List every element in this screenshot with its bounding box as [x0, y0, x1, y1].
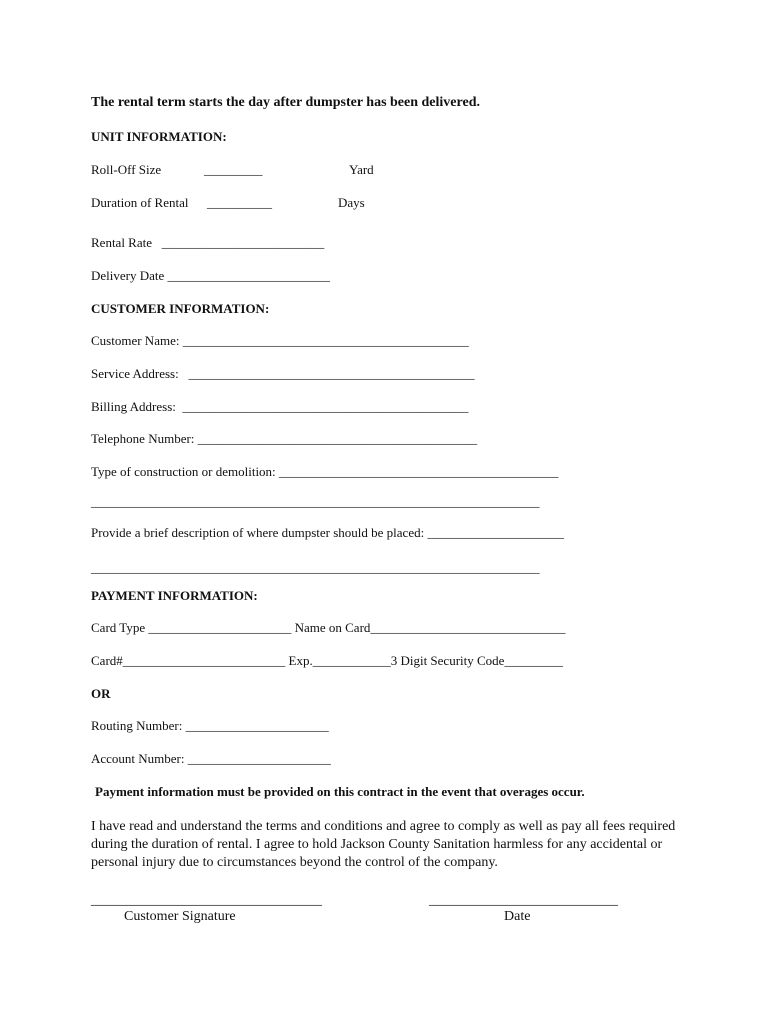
card-number-expiry-cvv-fields[interactable]: Card#_________________________ Exp.____________3 Digit Security Code_________ — [91, 653, 563, 668]
roll-off-size-field[interactable]: _________ — [204, 162, 263, 177]
service-address-field[interactable]: Service Address: ____________________________________________ — [91, 366, 475, 381]
duration-unit: Days — [338, 195, 365, 210]
unit-information-title: UNIT INFORMATION: — [91, 129, 227, 144]
routing-number-field[interactable]: Routing Number: ______________________ — [91, 718, 329, 733]
telephone-field[interactable]: Telephone Number: ___________________________________________ — [91, 431, 478, 446]
placement-field[interactable]: Provide a brief description of where dumpster should be placed: _____________________ — [91, 525, 564, 540]
date-line[interactable]: ___________________________ — [429, 893, 618, 908]
agreement-paragraph: I have read and understand the terms and conditions and agree to comply as well as pay all fees required during the duration of rental. I agree to hold Jackson County Sanitation harmless for any accidental or personal injury due to circumstances beyond the control of the company. — [91, 819, 676, 870]
construction-type-continuation[interactable]: _____________________________________________________________________ — [91, 494, 540, 509]
account-number-field[interactable]: Account Number: ______________________ — [91, 751, 331, 766]
customer-signature-line[interactable]: _________________________________ — [91, 893, 322, 908]
construction-type-field[interactable]: Type of construction or demolition: ___________________________________________ — [91, 464, 559, 479]
payment-notice: Payment information must be provided on this contract in the event that overages occur. — [95, 784, 585, 799]
rental-rate-field[interactable]: Rental Rate _________________________ — [91, 235, 325, 250]
delivery-date-field[interactable]: Delivery Date _________________________ — [91, 268, 331, 283]
roll-off-size-label: Roll-Off Size — [91, 162, 162, 177]
placement-continuation[interactable]: _____________________________________________________________________ — [91, 560, 540, 575]
card-type-and-name-fields[interactable]: Card Type ______________________ Name on Card______________________________ — [91, 620, 566, 635]
duration-field[interactable]: __________ — [207, 195, 272, 210]
payment-information-title: PAYMENT INFORMATION: — [91, 588, 258, 603]
or-separator: OR — [91, 686, 111, 701]
billing-address-field[interactable]: Billing Address: ____________________________________________ — [91, 399, 469, 414]
customer-name-field[interactable]: Customer Name: ____________________________________________ — [91, 333, 469, 348]
duration-label: Duration of Rental — [91, 195, 189, 210]
date-label: Date — [504, 909, 531, 924]
customer-signature-label: Customer Signature — [124, 909, 236, 924]
rental-term-heading: The rental term starts the day after dumpster has been delivered. — [91, 95, 480, 110]
customer-information-title: CUSTOMER INFORMATION: — [91, 301, 270, 316]
roll-off-size-unit: Yard — [349, 162, 374, 177]
